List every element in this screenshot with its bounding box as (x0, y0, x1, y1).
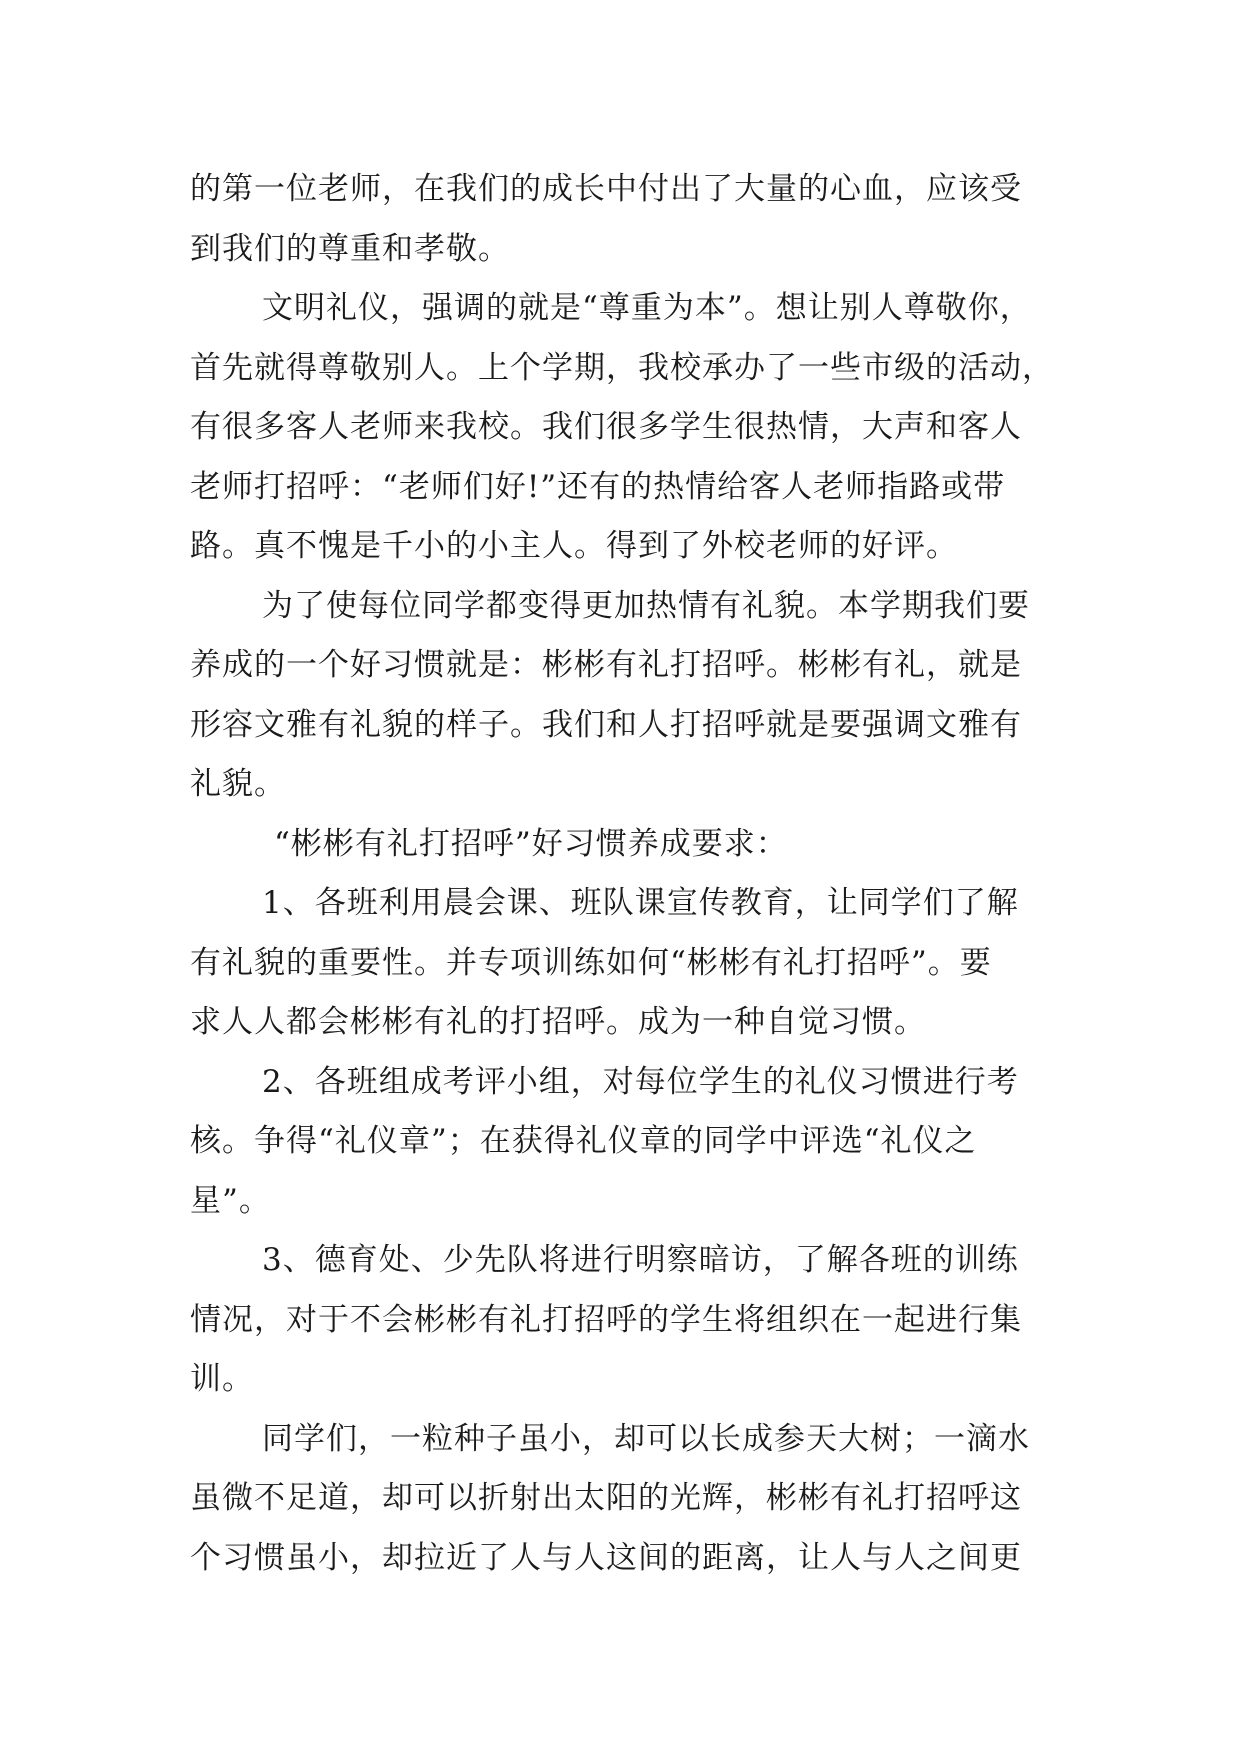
text-line: 核。争得“礼仪章”；在获得礼仪章的同学中评选“礼仪之 (190, 1123, 977, 1159)
text-line: 有礼貌的重要性。并专项训练如何“彬彬有礼打招呼”。要 (190, 944, 992, 981)
text-line: 2、各班组成考评小组，对每位学生的礼仪习惯进行考 (262, 1063, 1019, 1100)
text-line: 为了使每位同学都变得更加热情有礼貌。本学期我们要 (262, 587, 1030, 624)
text-line: 同学们，一粒种子虽小，却可以长成参天大树；一滴水 (262, 1420, 1030, 1457)
text-line: “彬彬有礼打招呼”好习惯养成要求： (274, 825, 788, 862)
text-line: 情况，对于不会彬彬有礼打招呼的学生将组织在一起进行集 (190, 1301, 1022, 1338)
text-line: 养成的一个好习惯就是：彬彬有礼打招呼。彬彬有礼，就是 (190, 647, 1022, 683)
text-line: 的第一位老师，在我们的成长中付出了大量的心血，应该受 (190, 171, 1022, 207)
text-line: 求人人都会彬彬有礼的打招呼。成为一种自觉习惯。 (190, 1004, 926, 1040)
text-line: 首先就得尊敬别人。上个学期，我校承办了一些市级的活动， (190, 349, 1054, 386)
text-line: 3、德育处、少先队将进行明察暗访，了解各班的训练 (262, 1242, 1019, 1278)
text-line: 礼貌。 (190, 766, 286, 802)
text-line: 训。 (190, 1361, 254, 1397)
text-line: 有很多客人老师来我校。我们很多学生很热情，大声和客人 (190, 409, 1022, 445)
text-line: 到我们的尊重和孝敬。 (190, 230, 510, 267)
text-line: 1、各班利用晨会课、班队课宣传教育，让同学们了解 (262, 885, 1019, 921)
document-body (190, 160, 1080, 1588)
text-line: 老师打招呼：“老师们好!”还有的热情给客人老师指路或带 (190, 468, 1006, 505)
text-line: 文明礼仪，强调的就是“尊重为本”。想让别人尊敬你， (262, 290, 1032, 326)
text-line: 个习惯虽小，却拉近了人与人这间的距离，让人与人之间更 (190, 1539, 1022, 1576)
text-line: 虽微不足道，却可以折射出太阳的光辉，彬彬有礼打招呼这 (190, 1480, 1022, 1516)
text-line: 形容文雅有礼貌的样子。我们和人打招呼就是要强调文雅有 (190, 706, 1022, 743)
text-line: 路。真不愧是千小的小主人。得到了外校老师的好评。 (190, 528, 958, 564)
text-line: 星”。 (190, 1182, 271, 1219)
